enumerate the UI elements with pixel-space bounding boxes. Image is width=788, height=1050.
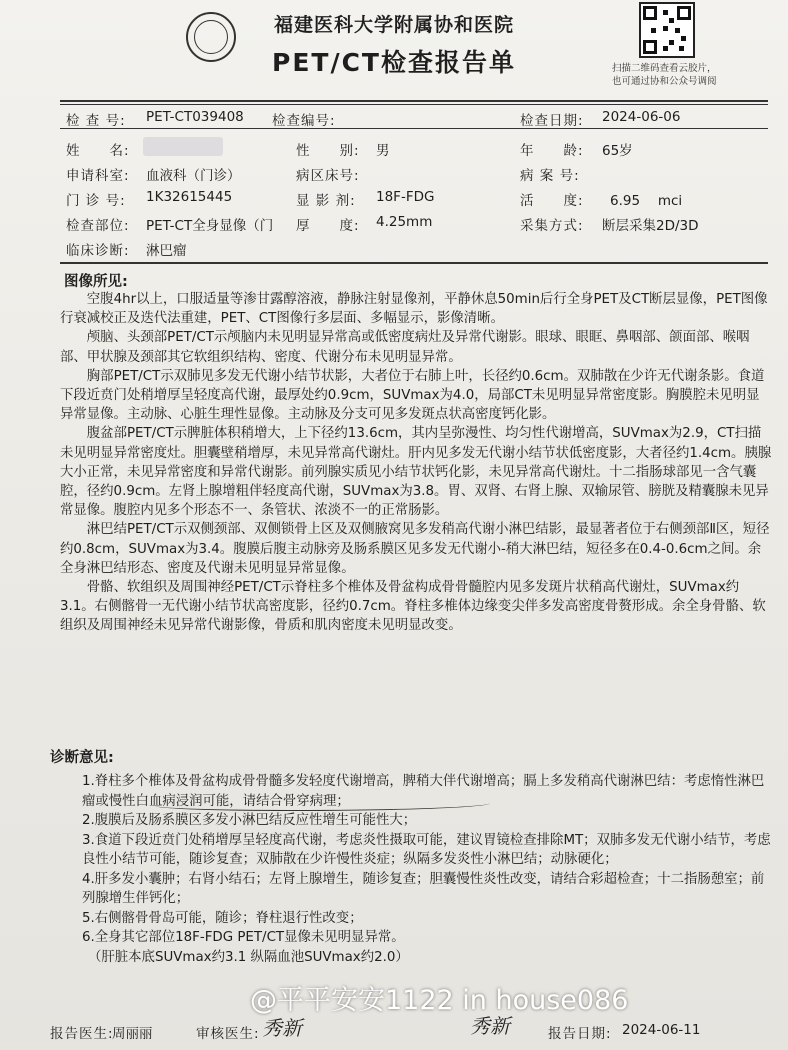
divider (60, 100, 768, 102)
clinic-label: 门 诊 号: (66, 193, 126, 209)
watermark: @平平安安1122 in house086 (250, 985, 629, 1016)
findings-paragraph: 腹盆部PET/CT示脾脏体积稍增大，上下径约13.6cm，其内呈弥漫性、均匀性代谢增高，SUVmax为2.9，CT扫描未见明显异常密度灶。胆囊壁稍增厚，未见异常高代谢灶。肝内见多发无代谢小结节状低密度影，大者径约1.4cm。胰腺大小正常，未见异常密度和异常代谢影。前列腺实质见小结节状钙化影，未见异常高代谢灶。十二指肠球部见一含气囊腔，径约0.9cm。左肾上腺增粗伴轻度高代谢，SUVmax为3.8。胃、双肾、右肾上腺、双输尿管、膀胱及精囊腺未见异常显像。腹腔内见多个形态不一、条管状、浓淡不一的正常肠影。 (60, 426, 772, 519)
diagnosis-item: 4.肝多发小囊肿；右肾小结石；左肾上腺增生，随诊复查；胆囊慢性炎性改变，请结合彩超检查；十二指肠憩室；前列腺增生伴钙化； (82, 871, 765, 906)
divider (60, 104, 768, 105)
report-date-label: 报告日期: (548, 1026, 612, 1042)
qr-code-icon[interactable] (639, 2, 695, 58)
name-label: 姓 名: (66, 143, 130, 159)
thickness-label: 厚 度: (296, 218, 360, 234)
thickness: 4.25mm (376, 214, 433, 230)
exam-date-label: 检查日期: (520, 113, 584, 129)
record-label: 病 案 号: (520, 168, 580, 184)
findings-paragraph: 颅脑、头颈部PET/CT示颅脑内未见明显异常高或低密度病灶及异常代谢影。眼球、眼眶、鼻咽部、颌面部、喉咽部、甲状腺及颈部其它软组织结构、密度、代谢分布未见明显异常。 (60, 330, 750, 365)
reviewer-signature: 秀新 (262, 1016, 302, 1040)
exam-code-label: 检查编号: (272, 113, 336, 129)
diagnosis-item: 6.全身其它部位18F-FDG PET/CT显像未见明显异常。 (82, 930, 405, 945)
redacted-name (143, 137, 223, 156)
diagnosis-item: 1.脊柱多个椎体及骨盆构成骨骨髓多发轻度代谢增高，脾稍大伴代谢增高；膈上多发稍高代谢淋巴结：考虑惰性淋巴瘤或慢性白血病浸润可能，请结合骨穿病理； (82, 774, 765, 809)
gender-label: 性 别: (296, 143, 360, 159)
clinical-label: 临床诊断: (66, 243, 130, 259)
findings-body (60, 290, 772, 636)
reviewer-label: 审核医生: (196, 1026, 260, 1042)
method: 断层采集2D/3D (602, 218, 699, 234)
reporter-label: 报告医生: (50, 1026, 114, 1042)
exam-no-label: 检 查 号: (66, 113, 126, 129)
agent: 18F-FDG (376, 189, 435, 205)
site: PET-CT全身显像（门 (146, 218, 274, 234)
diagnosis-heading: 诊断意见: (50, 750, 114, 766)
divider (60, 128, 768, 129)
findings-paragraph: 胸部PET/CT示双肺见多发无代谢小结节状影，大者位于右肺上叶，长径约0.6cm。双肺散在少许无代谢条影。食道下段近贲门处稍增厚呈轻度高代谢，最厚处约0.9cm，SUVmax为4.0，局部CT未见明显异常密度影。胸膜腔未见明显异常显像。主动脉、心脏生理性显像。主动脉及分支可见多发斑点状高密度钙化影。 (60, 368, 765, 423)
findings-paragraph: 淋巴结PET/CT示双侧颈部、双侧锁骨上区及双侧腋窝见多发稍高代谢小淋巴结影，最显著者位于右侧颈部Ⅱ区，短径约0.8cm，SUVmax为3.4。腹膜后腹主动脉旁及肠系膜区见多发无代谢小-稍大淋巴结，短径多在0.4-0.6cm之间。余全身淋巴结形态、密度及代谢未见明显异常显像。 (60, 522, 770, 576)
activity-label: 活 度: (520, 193, 584, 209)
diagnosis-note: （肝脏本底SUVmax约3.1 纵隔血池SUVmax约2.0） (88, 949, 409, 965)
findings-heading: 图像所见: (64, 274, 128, 290)
gender: 男 (376, 143, 390, 159)
clinic-no: 1K32615445 (146, 189, 233, 205)
dept-label: 申请科室: (66, 168, 130, 184)
diagnosis-item: 5.右侧髂骨骨岛可能，随诊；脊柱退行性改变； (82, 910, 363, 926)
report-title: PET/CT检查报告单 (272, 48, 516, 77)
site-label: 检查部位: (66, 218, 130, 234)
exam-no: PET-CT039408 (146, 109, 244, 125)
hospital-name: 福建医科大学附属协和医院 (273, 14, 514, 36)
report-date: 2024-06-11 (622, 1022, 701, 1038)
exam-date: 2024-06-06 (602, 109, 681, 125)
divider (60, 262, 768, 264)
qr-note: 扫描二维码查看云胶片， 也可通过协和公众号调阅 (612, 63, 717, 87)
age-label: 年 龄: (520, 143, 584, 159)
diagnosis-item: 2.腹膜后及肠系膜区多发小淋巴结反应性增生可能性大； (82, 813, 417, 828)
signature-mark: 秀新 (470, 1014, 510, 1038)
dept: 血液科（门诊） (146, 168, 241, 184)
diagnosis-item: 3.食道下段近贲门处稍增厚呈轻度高代谢，考虑炎性摄取可能，建议胃镜检查排除MT；双肺多发无代谢小结节，考虑良性小结节可能，随诊复查；双肺散在少许慢性炎症；纵隔多发炎性小淋巴结；动脉硬化； (82, 832, 771, 867)
activity: 6.95 mci (610, 193, 683, 209)
ward-label: 病区床号: (296, 168, 360, 184)
age: 65岁 (602, 143, 633, 159)
findings-paragraph: 骨骼、软组织及周围神经PET/CT示脊柱多个椎体及骨盆构成骨骨髓腔内见多发斑片状稍高代谢灶，SUVmax约3.1。右侧髂骨一无代谢小结节状高密度影，径约0.7cm。脊柱多椎体边缘变尖伴多发高密度骨赘形成。余全身骨骼、软组织及周围神经未见异常代谢影像，骨质和肌肉密度未见明显改变。 (60, 580, 766, 634)
clinical-diagnosis: 淋巴瘤 (146, 243, 187, 259)
method-label: 采集方式: (520, 218, 584, 234)
reporter-name: 周丽丽 (112, 1026, 153, 1042)
agent-label: 显 影 剂: (296, 193, 356, 209)
findings-paragraph: 空腹4hr以上，口服适量等渗甘露醇溶液，静脉注射显像剂，平静休息50min后行全身PET及CT断层显像，PET图像行衰减校正及迭代法重建，PET、CT图像行多层面、多幅显示，影像清晰。 (60, 292, 768, 327)
